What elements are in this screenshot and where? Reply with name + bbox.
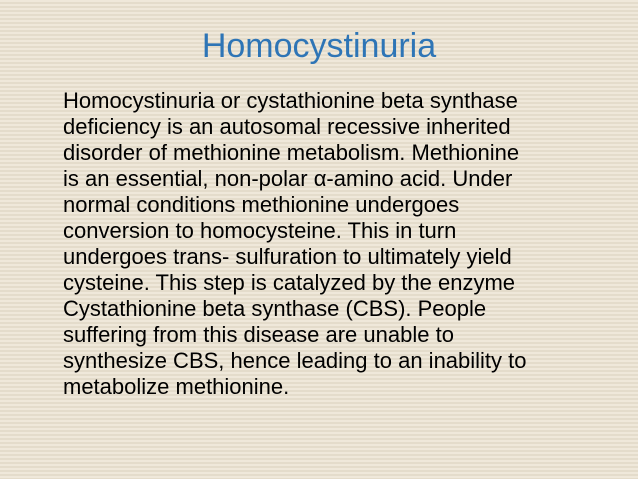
body-line: suffering from this disease are unable to — [63, 322, 454, 347]
body-line: undergoes trans- sulfuration to ultimately yield — [63, 244, 512, 269]
slide-title: Homocystinuria — [201, 27, 437, 65]
body-line: Homocystinuria or cystathionine beta synthase — [63, 88, 518, 113]
body-line: Cystathionine beta synthase (CBS). People — [63, 296, 487, 321]
slide-body — [63, 88, 603, 400]
body-line: normal conditions methionine undergoes — [63, 192, 460, 217]
body-line: metabolize methionine. — [63, 374, 290, 399]
body-line: cysteine. This step is catalyzed by the enzyme — [63, 270, 516, 295]
body-line: synthesize CBS, hence leading to an inability to — [63, 348, 527, 373]
body-line: disorder of methionine metabolism. Methionine — [63, 140, 520, 165]
body-line: is an essential, non-polar α-amino acid. Under — [63, 166, 513, 191]
body-line: conversion to homocysteine. This in turn — [63, 218, 457, 243]
body-line: deficiency is an autosomal recessive inherited — [63, 114, 511, 139]
